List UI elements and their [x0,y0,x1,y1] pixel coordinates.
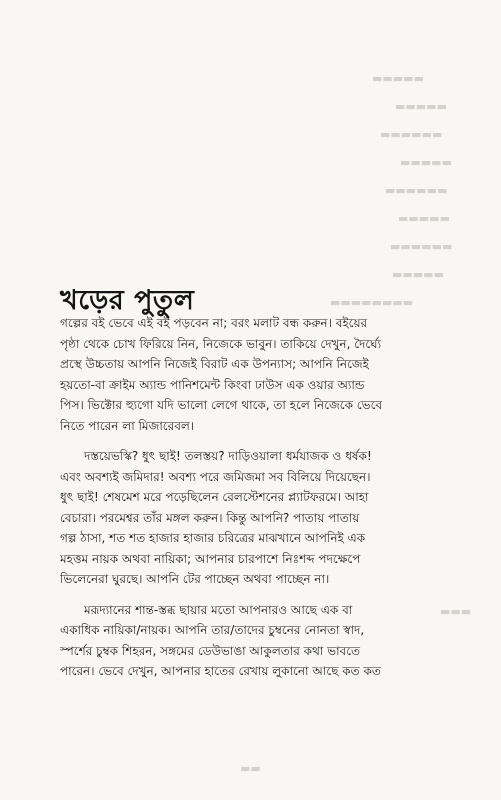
text-line: গল্পের বই ভেবে এই বই পড়বেন না; বরং মলাট বন্ধ করুন। বইয়ের [60,316,368,330]
text-line: স্পর্শের চুম্বক শিহরন, সঙ্গমের ডেউভাঙা আকুলতার কথা ভাবতে [60,643,361,658]
text-line: প্রস্থে উচ্চতায় আপনি নিজেই বিরাট এক উপন্যাস; আপনি নিজেই [60,357,369,371]
book-page: ▬▬▬▬▬ ▬▬▬▬▬ ▬▬▬▬▬▬ ▬▬▬▬▬ ▬▬▬▬▬▬ ▬▬▬▬▬ ▬▬▬▬▬▬ ▬▬▬▬▬ ▬▬▬▬▬▬▬▬ ▬▬▬ ▬▬ খড়ের পুতুল গল্পের বই ভেবে এই বই পড়বেন না; বরং মলাট বন্ধ করুন। বইয়ের পৃষ্ঠা থেকে চোখ ফিরিয়ে নিন, নিজেকে ভাবুন। তাকিয়ে দেখুন, দৈর্ঘ্যে প্রস্থে উচ্চতায় আপনি নিজেই বিরাট এক উপন্যাস; আপনি নিজেই হয়তো-বা ক্রাইম অ্যান্ড পানিশমেন্ট কিংবা ঢাউস এক ওয়ার অ্যান্ড পিস। ভিক্টোর হ্যুগো যদি ভালো লেগে থাকে, তা হলে নিজেকে ভেবে নিতে পারেন লা মিজারেবল। দস্তয়েভস্কি? ধুৎ ছাই! তলস্তয়? দাড়িওয়ালা ধর্মযাজক ও ধর্ষক! এবং অবশ্যই জমিদার! অবশ্য পরে জমিজমা সব বিলিয়ে দিয়েছেন। ধুৎ ছাই! শেষমেশ মরে পড়েছিলেন রেলস্টেশনের প্ল্যাটফরমে। আহা বেচারা। পরমেশ্বর তাঁর মঙ্গল করুন। কিন্তু আপনি? পাতায় পাতায় গল্প ঠাসা, শত শত হাজার হাজার চরিত্রের মাঝখানে আপনিই এক মহত্তম নায়ক অথবা নায়িকা; আপনার চারপাশে নিঃশব্দ পদক্ষেপে ভিলেনেরা ঘুরছে। আপনি টের পাচ্ছেন অথবা পাচ্ছেন না। মরূদ্যানের শান্ত-স্তব্ধ ছায়ার মতো আপনারও আছে এক বা একাধিক নায়িকা/নায়ক। আপনি তার/তাদের চুম্বনের নোনতা স্বাদ, স্পর্শের চুম্বক শিহরন, সঙ্গমের ডেউভাঙা আকুলতার কথা ভাবতে পারেন। ভেবে দেখুন, আপনার হাতের রেখায় লুকানো আছে কত কত [0,0,501,800]
chapter-title: খড়ের পুতুল [60,285,195,317]
text-line: নিতে পারেন লা মিজারেবল। [60,418,195,433]
text-line: ধুৎ ছাই! শেষমেশ মরে পড়েছিলেন রেলস্টেশনের প্ল্যাটফরমে। আহা [60,490,369,504]
paragraph-1 [60,313,450,436]
text-line: এবং অবশ্যই জমিদার! অবশ্য পরে জমিজমা সব বিলিয়ে দিয়েছেন। [60,469,371,484]
text-line: পিস। ভিক্টোর হ্যুগো যদি ভালো লেগে থাকে, তা হলে নিজেকে ভেবে [60,398,383,412]
text-line: ভিলেনেরা ঘুরছে। আপনি টের পাচ্ছেন অথবা পাচ্ছেন না। [60,572,330,586]
text-line: দস্তয়েভস্কি? ধুৎ ছাই! তলস্তয়? দাড়িওয়ালা ধর্মযাজক ও ধর্ষক! [84,449,372,463]
text-line: গল্প ঠাসা, শত শত হাজার হাজার চরিত্রের মাঝখানে আপনিই এক [60,531,366,545]
text-line: মহত্তম নায়ক অথবা নায়িকা; আপনার চারপাশে নিঃশব্দ পদক্ষেপে [60,551,361,566]
paragraph-3 [60,600,450,682]
text-line: পারেন। ভেবে দেখুন, আপনার হাতের রেখায় লুকানো আছে কত কত [60,664,381,678]
text-line: বেচারা। পরমেশ্বর তাঁর মঙ্গল করুন। কিন্তু আপনি? পাতায় পাতায় [60,510,360,525]
text-line: পৃষ্ঠা থেকে চোখ ফিরিয়ে নিন, নিজেকে ভাবুন। তাকিয়ে দেখুন, দৈর্ঘ্যে [60,336,382,351]
text-line: মরূদ্যানের শান্ত-স্তব্ধ ছায়ার মতো আপনারও আছে এক বা [84,602,353,617]
paragraph-2 [60,446,450,590]
body-text [60,313,450,692]
text-line: একাধিক নায়িকা/নায়ক। আপনি তার/তাদের চুম্বনের নোনতা স্বাদ, [60,623,365,637]
text-line: হয়তো-বা ক্রাইম অ্যান্ড পানিশমেন্ট কিংবা ঢাউস এক ওয়ার অ্যান্ড [60,377,365,392]
